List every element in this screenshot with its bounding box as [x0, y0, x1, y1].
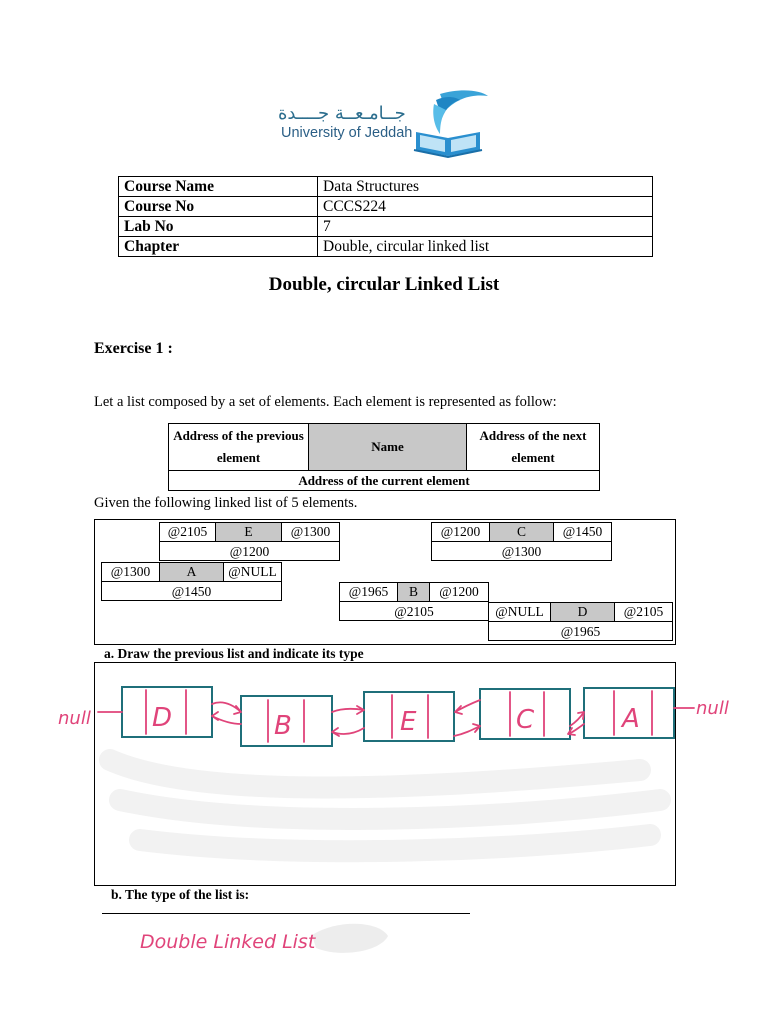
course-no-value: CCCS224: [318, 197, 653, 217]
next-arrow: [454, 724, 480, 736]
given-paragraph: Given the following linked list of 5 elements.: [94, 495, 358, 511]
course-no-label: Course No: [119, 197, 318, 217]
current-address-header: Address of the current element: [169, 470, 599, 490]
exercise-heading: Exercise 1 :: [94, 340, 173, 357]
node-address: @1300: [431, 541, 612, 561]
node-prev: @1200: [432, 523, 490, 541]
next-address-header: Address of the next element: [479, 428, 587, 465]
university-name-arabic: جــامـعــة جــــدة: [278, 103, 406, 124]
drawn-label-e: E: [400, 707, 417, 737]
question-a: a. Draw the previous list and indicate its type: [104, 646, 364, 661]
eraser-marks: [110, 760, 660, 851]
node-next: @NULL: [228, 564, 277, 579]
node-next: @1300: [290, 524, 331, 539]
node-prev: @NULL: [489, 603, 551, 621]
node-name: E: [216, 523, 282, 541]
drawn-label-c: C: [516, 705, 535, 735]
lab-no-value: 7: [318, 217, 653, 237]
chapter-label: Chapter: [119, 237, 318, 257]
drawn-label-d: D: [152, 703, 173, 733]
lab-no-label: Lab No: [119, 217, 318, 237]
document-title: Double, circular Linked List: [268, 274, 500, 295]
handwritten-answer: Double Linked List: [140, 931, 316, 953]
name-header: Name: [309, 424, 467, 470]
course-name-label: Course Name: [119, 177, 318, 197]
node-address: @1965: [488, 621, 673, 641]
node-name: A: [160, 563, 224, 581]
question-b: b. The type of the list is:: [111, 887, 250, 902]
node-name: B: [398, 583, 430, 601]
course-name-value: Data Structures: [318, 177, 653, 197]
node-address: @2105: [339, 601, 489, 621]
chapter-value: Double, circular linked list: [318, 237, 653, 257]
node-prev: @2105: [160, 523, 216, 541]
prev-arrow: [332, 728, 364, 736]
scribble-smudge: [312, 924, 388, 953]
university-name-english: University of Jeddah: [281, 125, 413, 141]
next-arrow: [570, 712, 584, 726]
intro-paragraph: Let a list composed by a set of elements. Each element is represented as follow:: [94, 394, 557, 410]
drawn-label-b: B: [274, 711, 292, 741]
next-arrow: [332, 706, 364, 714]
node-name: C: [490, 523, 554, 541]
node-name: D: [551, 603, 615, 621]
left-null-label: null: [58, 708, 91, 729]
node-next: @2105: [623, 604, 664, 619]
node-prev: @1965: [340, 583, 398, 601]
node-prev: @1300: [102, 563, 160, 581]
prev-address-header: Address of the previous element: [169, 424, 309, 470]
node-address: @1200: [159, 541, 340, 561]
node-next: @1200: [439, 584, 479, 599]
node-next: @1450: [562, 524, 603, 539]
prev-arrow: [455, 700, 480, 714]
right-null-label: null: [696, 698, 729, 719]
node-address: @1450: [101, 581, 282, 601]
drawn-label-a: A: [622, 704, 640, 734]
